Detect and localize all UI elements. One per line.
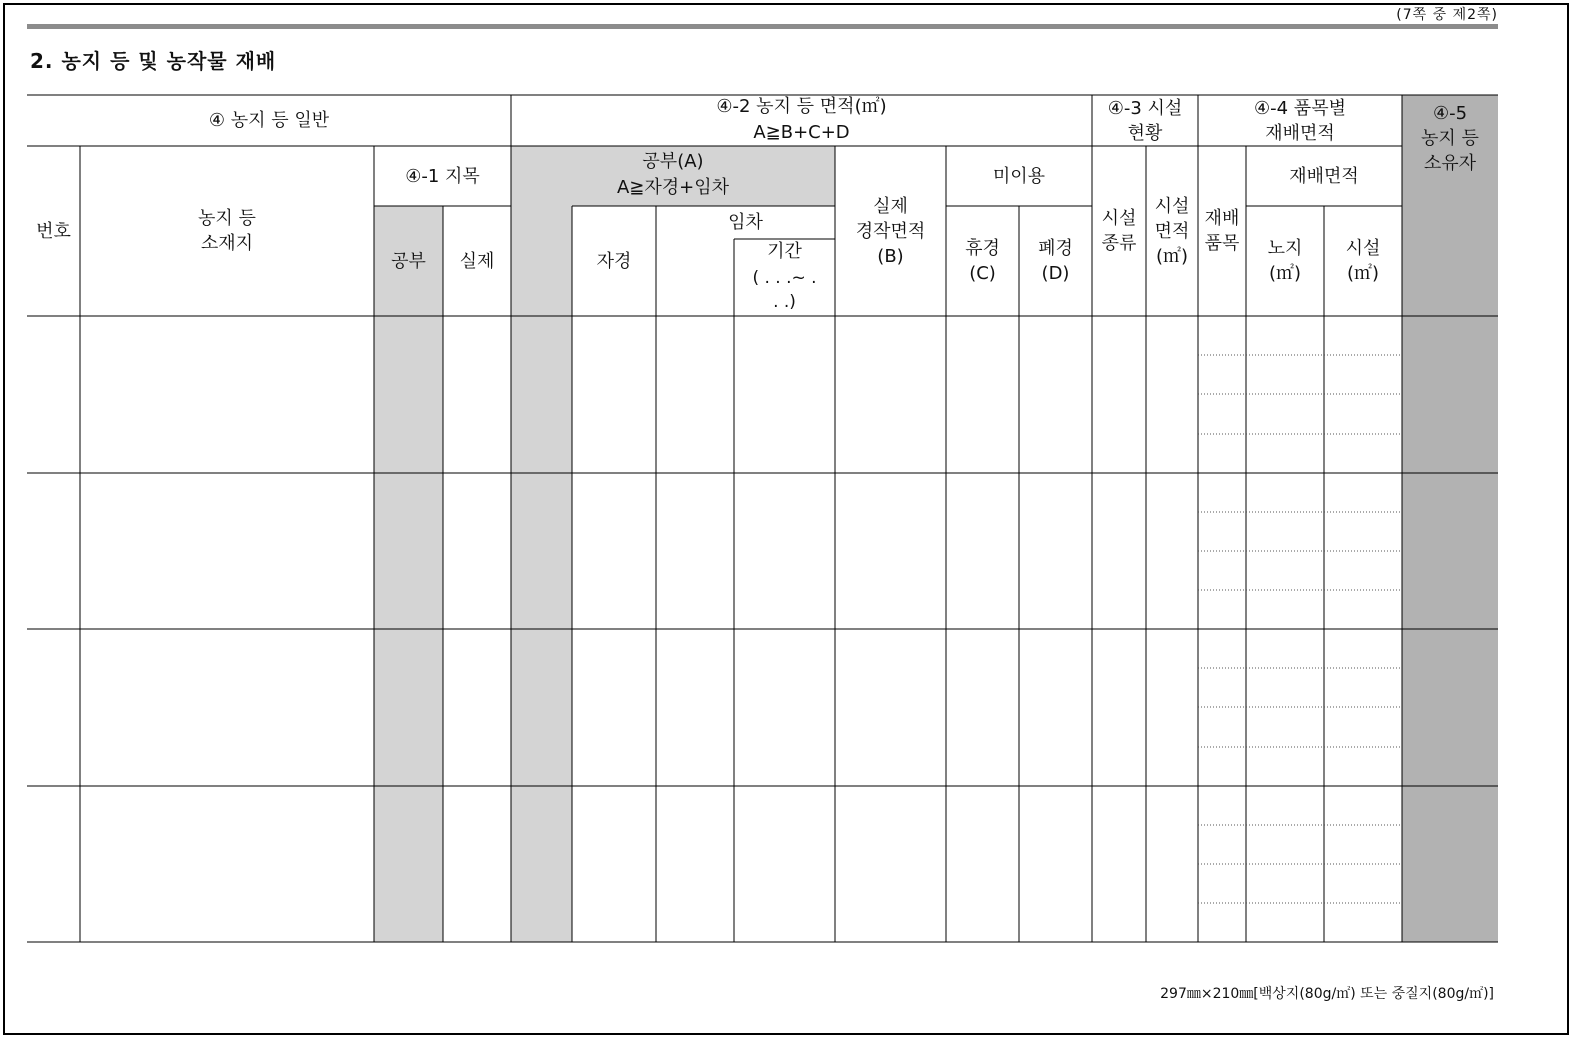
header-abandoned: 폐경 (D) [1038, 238, 1073, 284]
header-self-cultivated: 자경 [596, 250, 632, 272]
header-number: 번호 [36, 220, 71, 242]
header-crop-item: 재배 품목 [1204, 208, 1240, 254]
header-open-field: 노지 (㎡) [1267, 238, 1303, 284]
header-registry: 공부 [391, 250, 426, 272]
header-lease-period: 기간 [767, 240, 802, 262]
header-fallow: 휴경 (C) [965, 238, 1000, 284]
header-location: 농지 등 소재지 [198, 208, 256, 254]
header-actual: 실제 [459, 250, 495, 272]
header-area-formula: A≧B+C+D [753, 122, 850, 143]
header-registry-a-formula: A≧자경+임차 [616, 177, 730, 198]
header-facility-type: 시설 종류 [1101, 208, 1137, 254]
header-lease-period-format: ( . . .~ . . .) [752, 267, 817, 312]
header-facility-area: 시설 면적 (㎡) [1154, 195, 1190, 267]
header-cultivation-area: 재배면적 [1289, 165, 1359, 187]
header-actual-cultivated: 실제 경작면적 (B) [855, 195, 926, 267]
header-land-category: ④-1 지목 [405, 165, 480, 187]
header-facility-status: ④-3 시설 현황 [1107, 97, 1183, 144]
header-facility: 시설 (㎡) [1345, 238, 1381, 284]
header-unused: 미이용 [992, 165, 1046, 187]
header-crop-area: ④-4 품목별 재배면적 [1254, 97, 1346, 144]
header-area: ④-2 농지 등 면적(㎡) [716, 96, 887, 117]
shade-owner-column [1402, 95, 1498, 942]
header-general: ④ 농지 등 일반 [208, 110, 330, 131]
paper-spec-footer: 297㎜×210㎜[백상지(80g/㎡) 또는 중질지(80g/㎡)] [1160, 986, 1494, 1002]
header-owner: ④-5 농지 등 소유자 [1421, 102, 1479, 174]
header-registry-a: 공부(A) [642, 151, 704, 172]
page-number: (7쪽 중 제2쪽) [1396, 7, 1498, 23]
section-title: 2. 농지 등 및 농작물 재배 [30, 49, 277, 73]
header-lease: 임차 [728, 212, 763, 233]
